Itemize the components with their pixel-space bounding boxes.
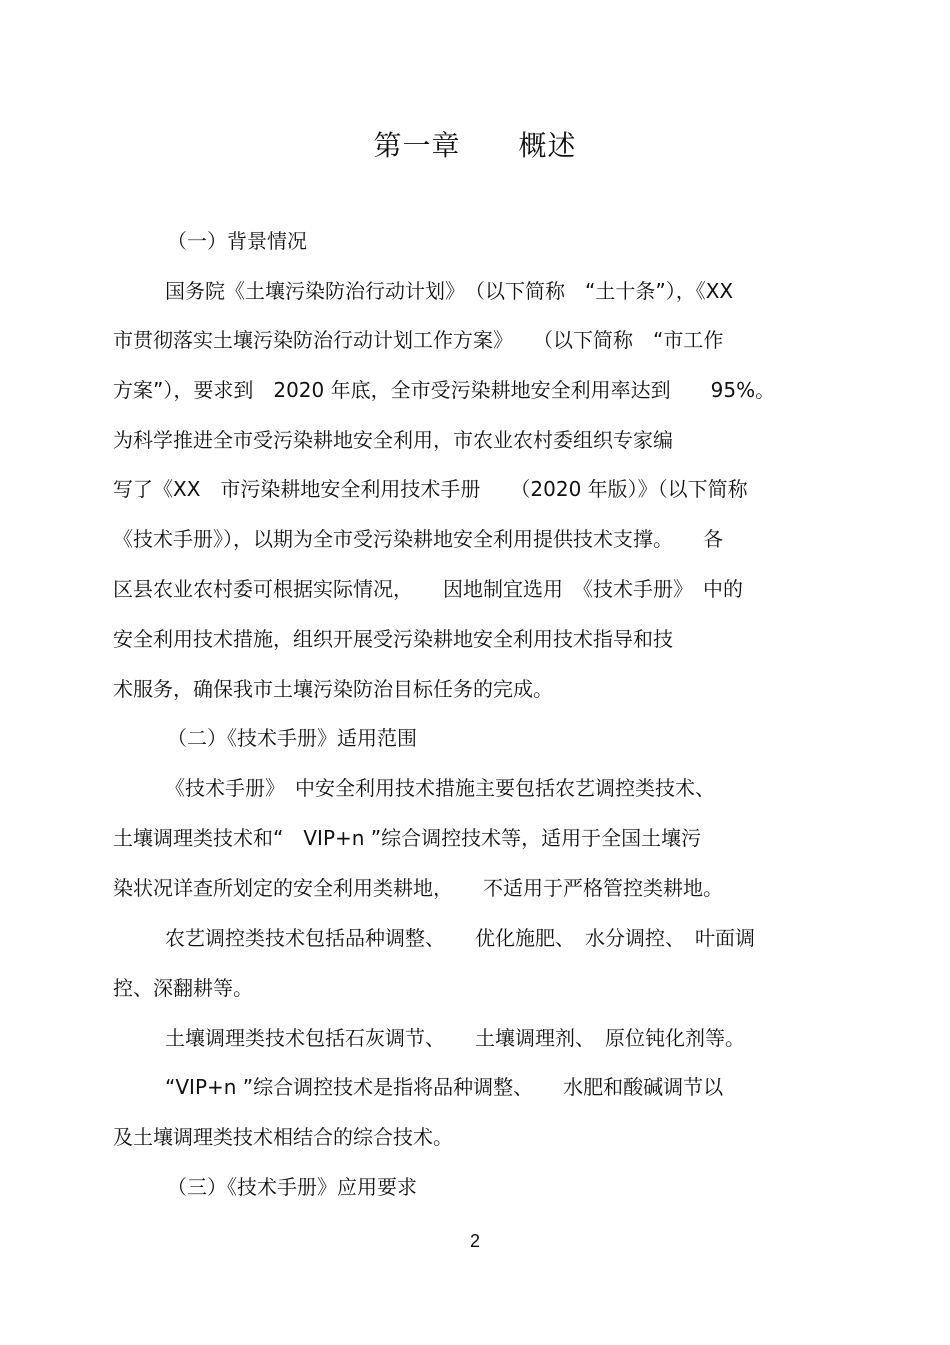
- paragraph-line: 控、深翻耕等。: [113, 976, 253, 1000]
- page-number: 2: [469, 1231, 480, 1251]
- paragraph-line: 农艺调控类技术包括品种调整、 优化施肥、 水分调控、 叶面调: [165, 926, 755, 950]
- paragraph-line: 术服务，确保我市土壤污染防治目标任务的完成。: [113, 677, 553, 701]
- section-heading-scope: （二）《技术手册》适用范围: [167, 726, 417, 750]
- paragraph-line: 方案”），要求到 2020 年底，全市受污染耕地安全利用率达到 95%。: [113, 378, 776, 402]
- section-heading-requirements: （三）《技术手册》应用要求: [167, 1175, 417, 1199]
- paragraph-line: 《技术手册》 中安全利用技术措施主要包括农艺调控类技术、: [165, 776, 715, 800]
- paragraph-line: 及土壤调理类技术相结合的综合技术。: [113, 1125, 453, 1149]
- paragraph-line: 《技术手册》），以期为全市受污染耕地安全利用提供技术支撑。 各: [113, 527, 723, 551]
- paragraph-line: “VIP+n ”综合调控技术是指将品种调整、 水肥和酸碱调节以: [165, 1075, 724, 1099]
- paragraph-line: 区县农业农村委可根据实际情况， 因地制宜选用 《技术手册》 中的: [113, 577, 743, 601]
- paragraph-line: 染状况详查所划定的安全利用类耕地， 不适用于严格管控类耕地。: [113, 876, 723, 900]
- paragraph-line: 土壤调理类技术包括石灰调节、 土壤调理剂、 原位钝化剂等。: [165, 1026, 745, 1050]
- paragraph-line: 市贯彻落实土壤污染防治行动计划工作方案》 （以下简称 “市工作: [113, 328, 724, 352]
- section-heading-background: （一）背景情况: [167, 229, 307, 253]
- paragraph-line: 土壤调理类技术和“ VIP+n ”综合调控技术等，适用于全国土壤污: [113, 826, 702, 850]
- paragraph-line: 安全利用技术措施，组织开展受污染耕地安全利用技术指导和技: [113, 627, 673, 651]
- paragraph-line: 为科学推进全市受污染耕地安全利用，市农业农村委组织专家编: [113, 428, 673, 452]
- paragraph-line: 国务院《土壤污染防治行动计划》 （以下简称 “土十条”），《XX: [165, 279, 734, 303]
- chapter-title: 第一章 概述: [373, 129, 577, 162]
- paragraph-line: 写了《XX 市污染耕地安全利用技术手册 （2020 年版）》（以下简称: [113, 477, 748, 501]
